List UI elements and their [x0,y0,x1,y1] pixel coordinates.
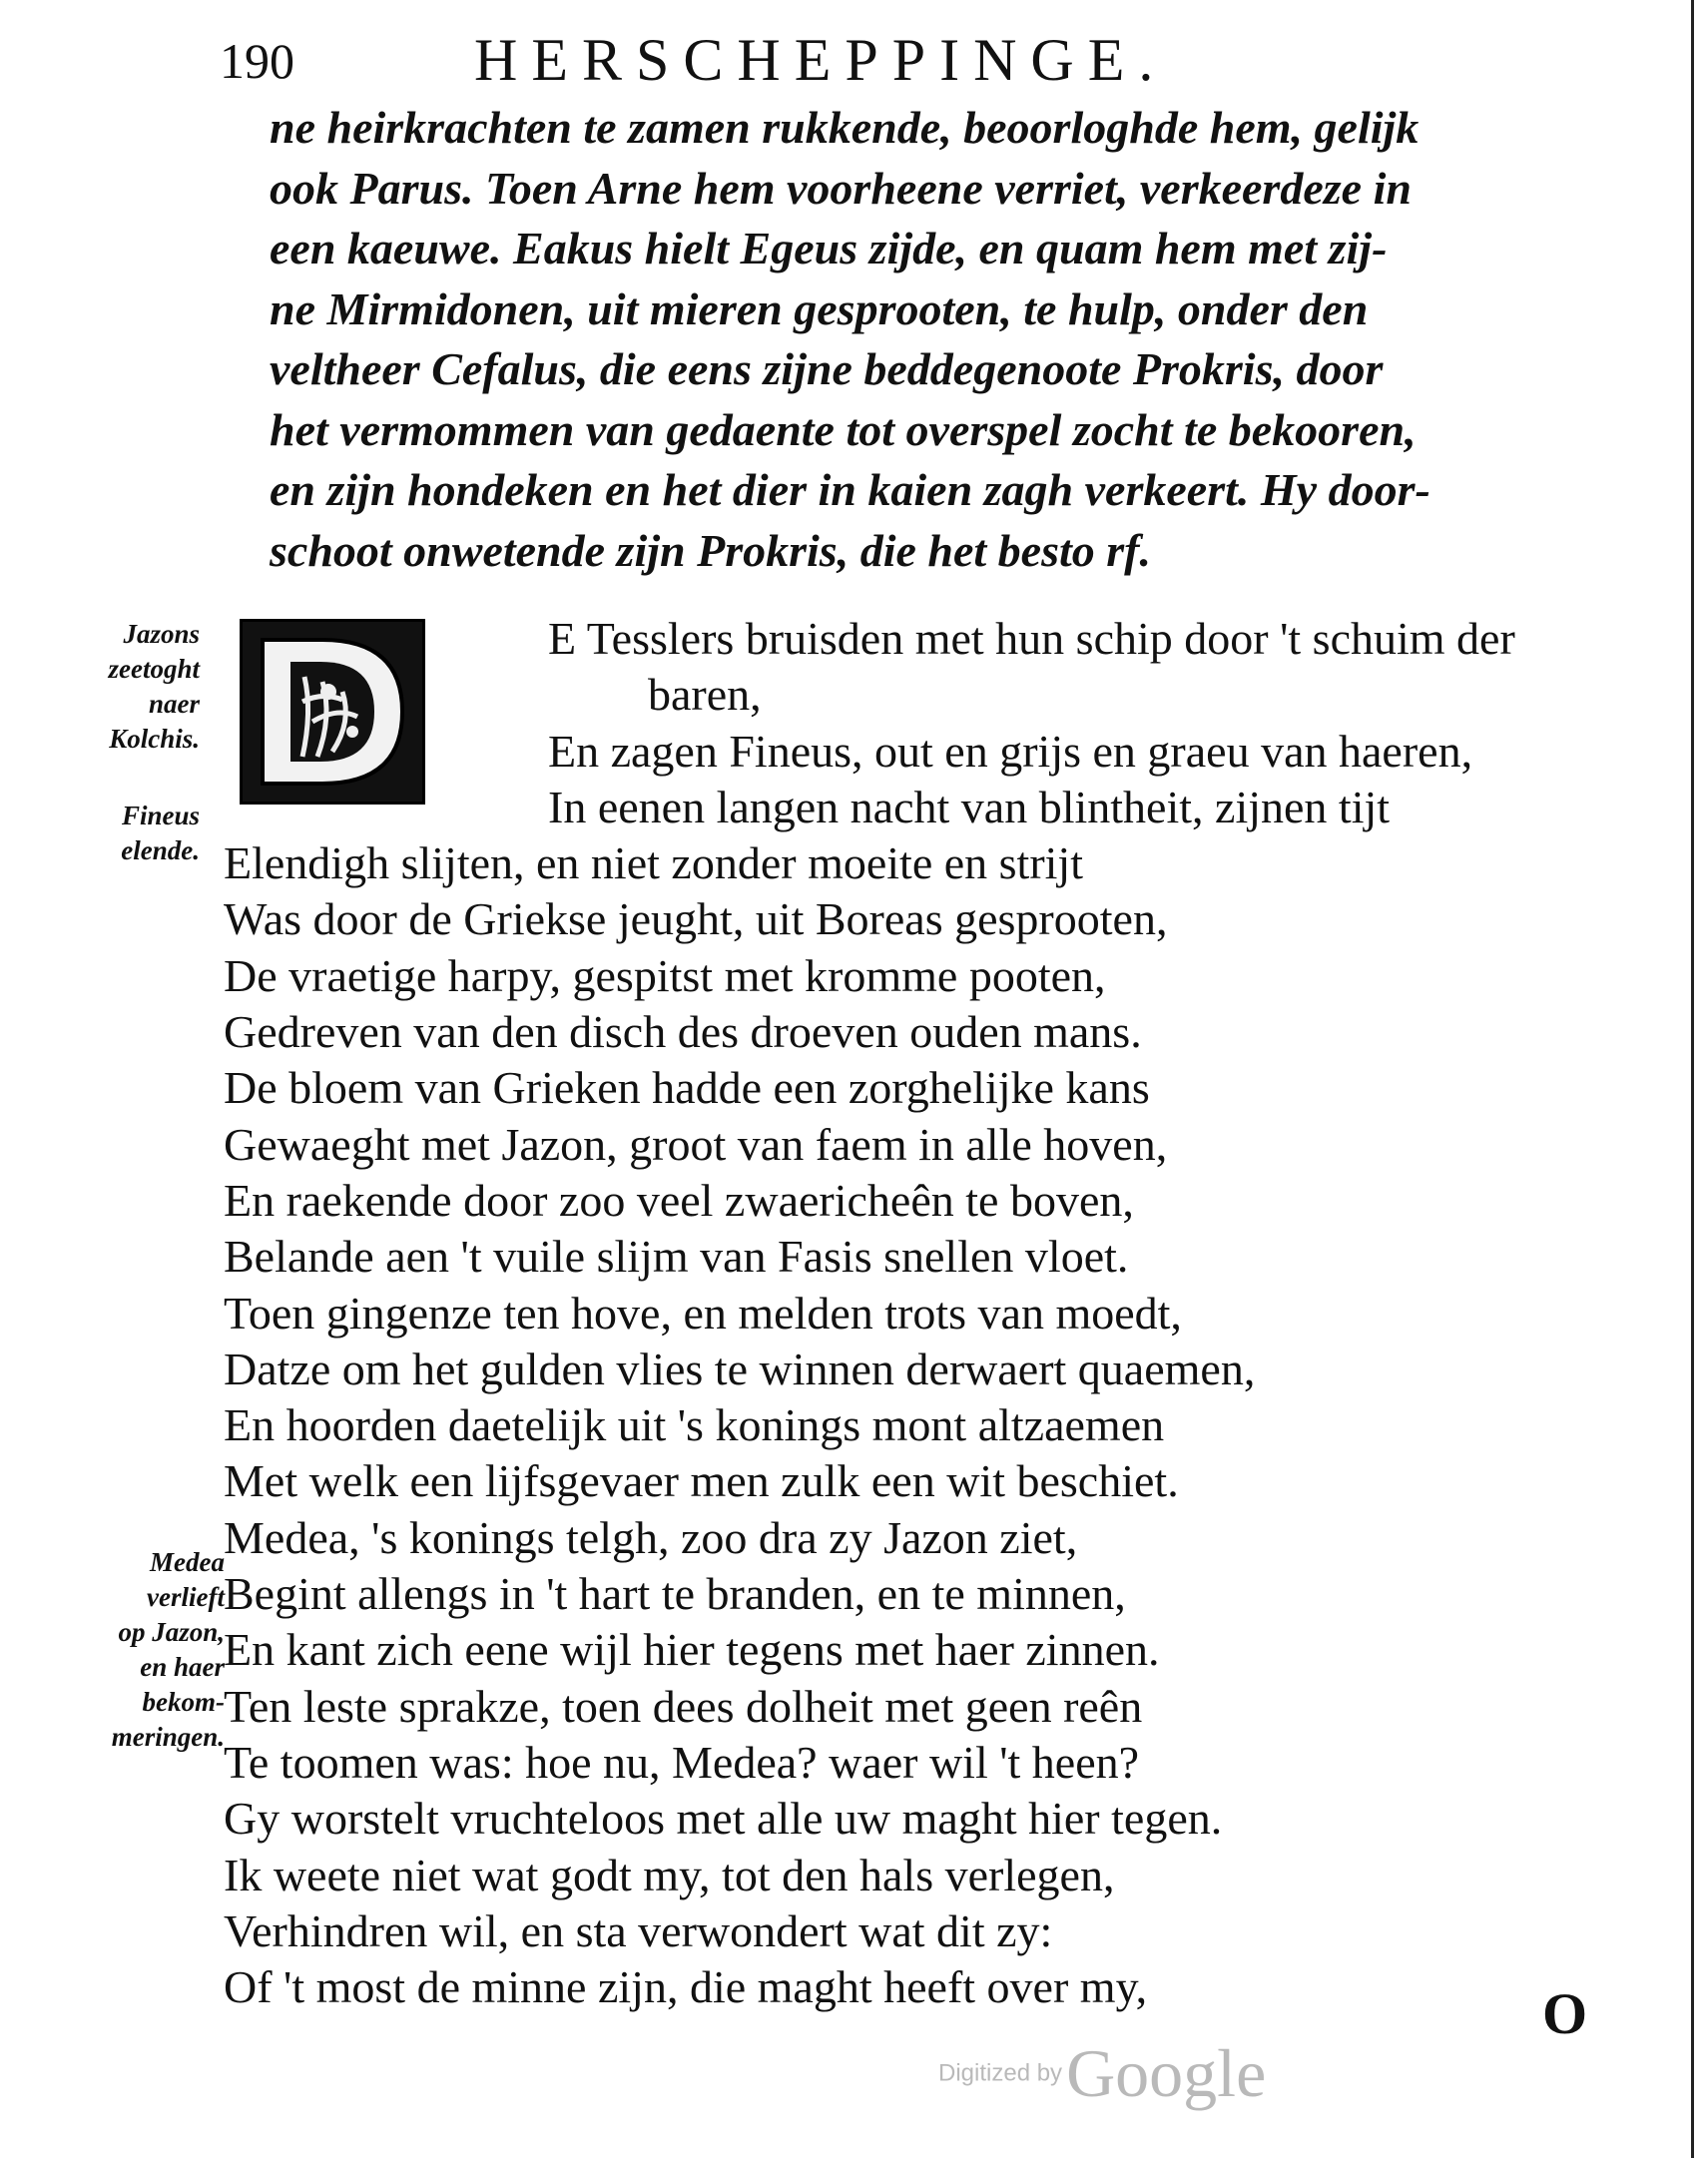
side-note-medea: Medea verlieft op Jazon, en haer bekom- meringen. [111,1547,225,1752]
verse-line: Ik weete niet wat godt my, tot den hals verlegen, [224,1849,1115,1900]
side-note-fineus: Fineus elende. [121,801,200,865]
verse-line: Gy worstelt vruchteloos met alle uw maght hier tegen. [224,1793,1223,1845]
verse-line: Toen gingenze ten hove, en melden trots van moedt, [224,1287,1182,1339]
verse-line: E Tesslers bruisden met hun schip door 't schuim der [548,613,1515,664]
verse-line: Datze om het gulden vlies te winnen derwaert quaemen, [224,1343,1256,1394]
verse-line: En kant zich eene wijl hier tegens met haer zinnen. [224,1624,1160,1676]
watermark-brand: Google [1066,2035,1267,2111]
verse-line: Elendigh slijten, en niet zonder moeite en strijt [224,837,1083,889]
commentary-prose [270,98,1587,581]
verse-line: Ten leste sprakze, toen dees dolheit met geen reên [224,1680,1143,1732]
verse-line: Was door de Griekse jeught, uit Boreas gesprooten, [224,893,1168,945]
verse-line: Met welk een lijfsgevaer men zulk een wit beschiet. [224,1455,1179,1507]
verse-line: Begint allengs in 't hart te branden, en te minnen, [224,1568,1126,1620]
verse-line: De vraetige harpy, gespitst met kromme pooten, [224,949,1106,1001]
verse-line: En zagen Fineus, out en grijs en graeu van haeren, [548,725,1473,777]
prose-line: en zijn hondeken en het dier in kaien zagh verkeert. Hy door- [270,464,1430,515]
verse-line: Gedreven van den disch des droeven ouden mans. [224,1006,1142,1058]
prose-line: ook Parus. Toen Arne hem voorheene verriet, verkeerdeze in [270,162,1412,214]
poem-text [224,611,1591,2015]
verse-line: Of 't most de minne zijn, die maght heeft over my, [224,1961,1148,2013]
prose-line: schoot onwetende zijn Prokris, die het besto rf. [270,524,1151,576]
page-number: 190 [220,33,294,89]
verse-line: En hoorden daetelijk uit 's konings mont altzaemen [224,1399,1165,1451]
verse-line: Medea, 's konings telgh, zoo dra zy Jazon ziet, [224,1511,1078,1563]
prose-line: een kaeuwe. Eakus hielt Egeus zijde, en quam hem met zij- [270,223,1388,273]
verse-line: De bloem van Grieken hadde een zorghelijke kans [224,1062,1150,1114]
verse-line: Belande aen 't vuile slijm van Fasis snellen vloet. [224,1231,1129,1283]
verse-line: baren, [648,669,762,721]
verse-line: Verhindren wil, en sta verwondert wat dit zy: [224,1904,1053,1956]
binding-edge [1691,0,1694,2158]
watermark-prefix: Digitized by [938,2059,1063,2087]
page-header [220,26,1338,106]
verse-line: En raekende door zoo veel zwaericheên te boven, [224,1174,1134,1226]
prose-line: het vermommen van gedaente tot overspel zocht te bekooren, [270,403,1417,455]
verse-line: Gewaeght met Jazon, groot van faem in alle hoven, [224,1118,1168,1170]
prose-line: ne heirkrachten te zamen rukkende, beoorloghde hem, gelijk [270,102,1420,153]
verse-line: Te toomen was: hoe nu, Medea? waer wil 't heen? [224,1736,1140,1788]
running-title: HERSCHEPPINGE. [474,27,1168,93]
prose-line: ne Mirmidonen, uit mieren gesprooten, te hulp, onder den [270,282,1369,334]
verse-line: In eenen langen nacht van blintheit, zijnen tijt [548,781,1391,832]
digitization-watermark [938,2034,1266,2113]
prose-line: veltheer Cefalus, die eens zijne beddegenoote Prokris, door [270,343,1384,394]
signature-mark: O [1542,1981,1588,2046]
side-note-jazons-voyage: Jazons zeetoght naer Kolchis. [108,619,200,754]
